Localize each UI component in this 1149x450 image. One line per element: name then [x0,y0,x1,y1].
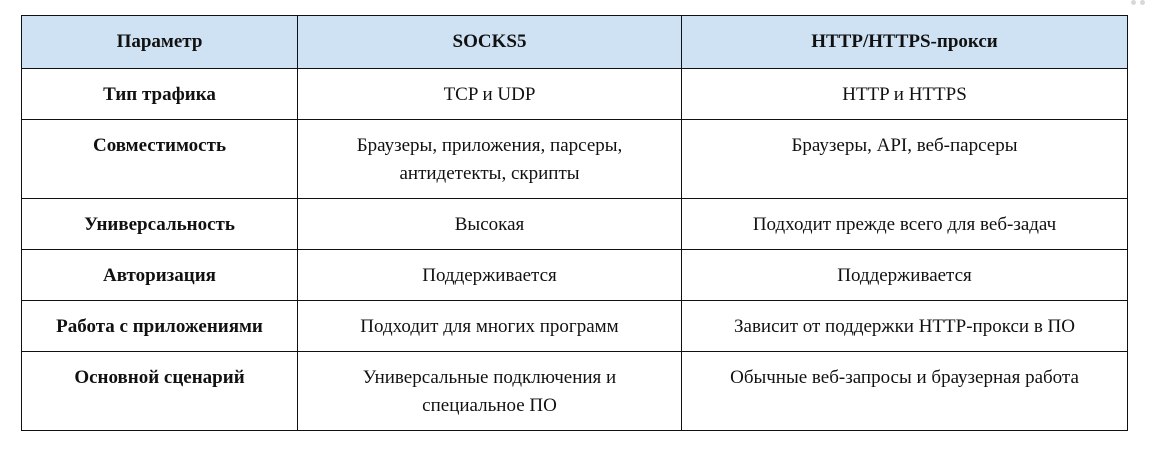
comparison-table-container [21,15,1127,431]
http-proxy-cell: Обычные веб-запросы и браузерная работа [682,352,1128,431]
cropped-heading-fragment [300,0,600,2]
http-proxy-cell: HTTP и HTTPS [682,69,1128,120]
row-parameter-cell: Тип трафика [22,69,298,120]
table-header-row [22,16,1128,69]
column-header-socks5: SOCKS5 [298,16,682,69]
comparison-table [21,15,1128,431]
row-parameter-cell: Совместимость [22,120,298,199]
table-row [22,120,1128,199]
table-row [22,301,1128,352]
http-proxy-cell: Подходит прежде всего для веб-задач [682,199,1128,250]
table-row [22,250,1128,301]
table-row [22,352,1128,431]
http-proxy-cell: Зависит от поддержки HTTP-прокси в ПО [682,301,1128,352]
table-row [22,199,1128,250]
socks5-cell: Универсальные подключения и специальное ПО [298,352,682,431]
row-parameter-cell: Основной сценарий [22,352,298,431]
resize-handle-icon[interactable] [1129,0,1145,10]
socks5-cell: TCP и UDP [298,69,682,120]
row-parameter-cell: Универсальность [22,199,298,250]
http-proxy-cell: Браузеры, API, веб-парсеры [682,120,1128,199]
row-parameter-cell: Авторизация [22,250,298,301]
row-parameter-cell: Работа с приложениями [22,301,298,352]
column-header-parameter: Параметр [22,16,298,69]
socks5-cell: Браузеры, приложения, парсеры, антидетекты, скрипты [298,120,682,199]
table-row [22,69,1128,120]
column-header-http-proxy: HTTP/HTTPS-прокси [682,16,1128,69]
socks5-cell: Высокая [298,199,682,250]
socks5-cell: Подходит для многих программ [298,301,682,352]
socks5-cell: Поддерживается [298,250,682,301]
http-proxy-cell: Поддерживается [682,250,1128,301]
